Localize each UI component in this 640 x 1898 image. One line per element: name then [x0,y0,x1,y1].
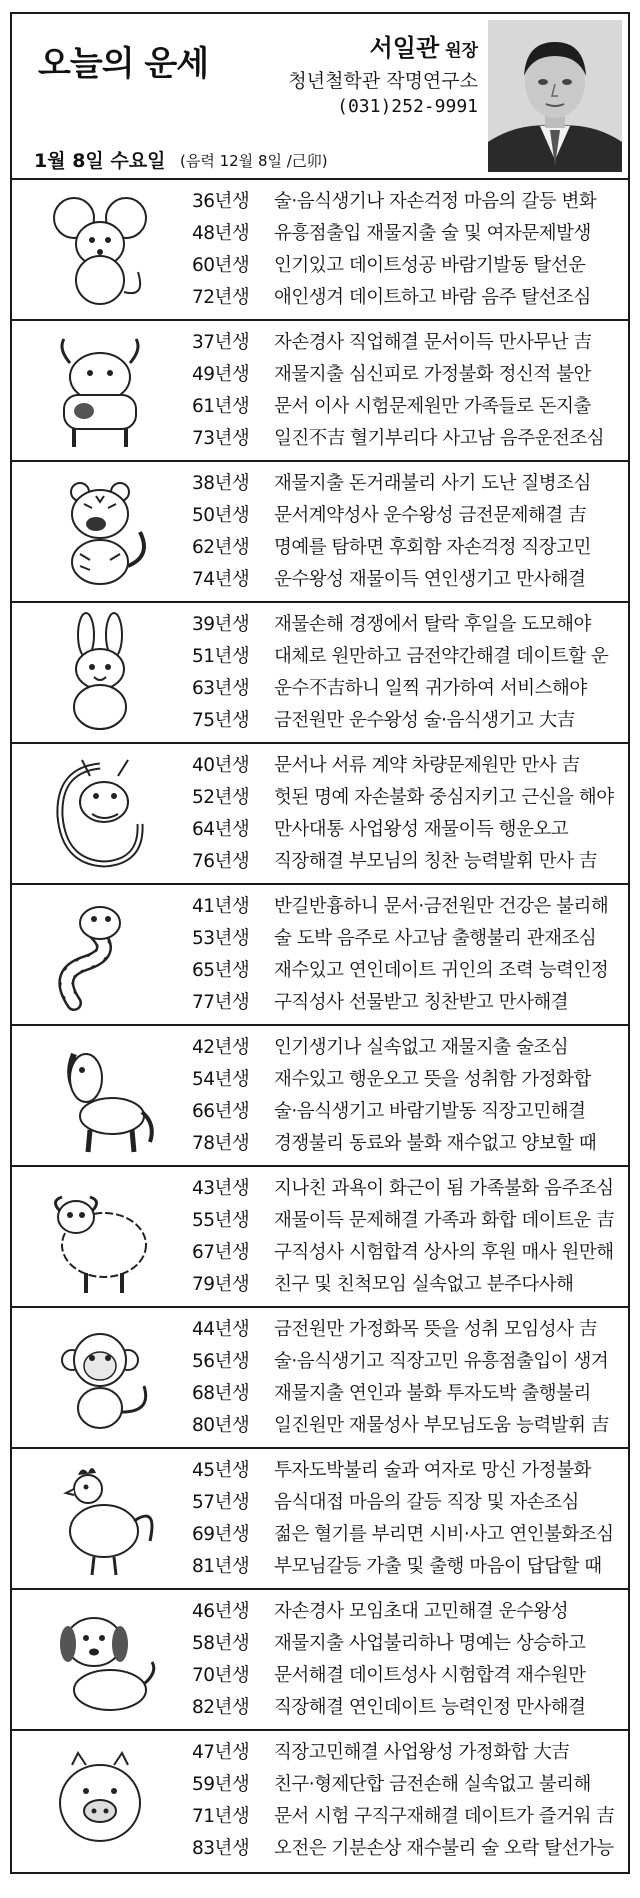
fortune-entry [192,673,622,705]
fortune-entry [192,423,622,455]
fortune-entry [192,359,622,391]
fortune-entries [192,1032,622,1160]
birth-year: 68년생 [192,1383,250,1404]
fortune-text: 문서 시험 구직구재해결 데이트가 즐거워 吉 [274,1806,615,1827]
zodiac-row [12,1449,628,1590]
fortune-text: 술·음식생기고 직장고민 유흥점출입이 생겨 [274,1351,609,1372]
fortune-entry [192,1128,622,1160]
fortune-text: 일진원만 재물성사 부모님도움 능력발휘 吉 [274,1415,609,1436]
fortune-text: 재물지출 사업불리하나 명예는 상승하고 [274,1633,586,1654]
monkey-icon [34,1316,166,1438]
fortune-text: 재수있고 연인데이트 귀인의 조력 능력인정 [274,960,609,981]
fortune-entry [192,250,622,282]
fortune-entry [192,1237,622,1269]
birth-year: 72년생 [192,287,250,308]
fortune-entry [192,1032,622,1064]
fortune-text: 직장해결 연인데이트 능력인정 만사해결 [274,1697,586,1718]
fortune-entry [192,532,622,564]
birth-year: 39년생 [192,614,250,635]
phone-number: (031)252-9991 [337,96,478,117]
fortune-text: 만사대통 사업왕성 재물이득 행운오고 [274,819,569,840]
fortune-text: 인기있고 데이트성공 바람기발동 탈선운 [274,255,586,276]
institute-name: 청년철학관 작명연구소 [288,70,478,92]
tiger-icon [34,470,166,592]
birth-year: 53년생 [192,928,250,949]
birth-year: 82년생 [192,1697,250,1718]
lunar-date: (음력 12월 8일 /己卯) [180,152,328,170]
fortune-column [10,12,630,1874]
birth-year: 59년생 [192,1774,250,1795]
fortune-text: 재수있고 행운오고 뜻을 성취함 가정화합 [274,1069,591,1090]
fortune-entry [192,1410,622,1442]
fortune-text: 친구 및 친척모임 실속없고 분주다사해 [274,1274,574,1295]
birth-year: 74년생 [192,569,250,590]
zodiac-row [12,744,628,885]
birth-year: 52년생 [192,787,250,808]
fortune-entries [192,609,622,737]
fortune-entry [192,609,622,641]
birth-year: 58년생 [192,1633,250,1654]
sheep-icon [34,1175,166,1297]
zodiac-list [12,180,628,1872]
fortune-entry [192,1801,622,1833]
date: 1월 8일 수요일 [34,150,166,172]
birth-year: 48년생 [192,223,250,244]
fortune-entry [192,1487,622,1519]
birth-year: 61년생 [192,396,250,417]
birth-year: 80년생 [192,1415,250,1436]
birth-year: 51년생 [192,646,250,667]
fortune-text: 재물지출 심신피로 가정불화 정신적 불안 [274,364,591,385]
birth-year: 64년생 [192,819,250,840]
fortune-text: 부모님갈등 가출 및 출행 마음이 답답할 때 [274,1556,602,1577]
fortune-text: 유흥점출입 재물지출 술 및 여자문제발생 [274,223,591,244]
fortune-text: 술 도박 음주로 사고남 출행불리 관재조심 [274,928,597,949]
fortune-text: 금전원만 운수왕성 술·음식생기고 大吉 [274,710,575,731]
birth-year: 81년생 [192,1556,250,1577]
zodiac-row [12,1026,628,1167]
fortune-text: 친구·형제단합 금전손해 실속없고 불리해 [274,1774,591,1795]
fortune-text: 오전은 기분손상 재수불리 술 오락 탈선가능 [274,1838,614,1859]
fortune-text: 자손경사 모임초대 고민해결 운수왕성 [274,1601,569,1622]
pig-icon [34,1739,166,1861]
birth-year: 65년생 [192,960,250,981]
fortune-entry [192,1346,622,1378]
birth-year: 41년생 [192,896,250,917]
fortune-text: 술·음식생기나 자손걱정 마음의 갈등 변화 [274,191,597,212]
fortune-text: 자손경사 직업해결 문서이득 만사무난 吉 [274,332,592,353]
fortune-text: 헛된 명예 자손불화 중심지키고 근신을 해야 [274,787,614,808]
zodiac-row [12,180,628,321]
fortune-entry [192,218,622,250]
fortune-entry [192,391,622,423]
birth-year: 43년생 [192,1178,250,1199]
fortune-entry [192,1833,622,1865]
fortune-entry [192,282,622,314]
fortune-text: 반길반흉하니 문서·금전원만 건강은 불리해 [274,896,609,917]
fortune-entry [192,500,622,532]
fortune-entry [192,1551,622,1583]
birth-year: 57년생 [192,1492,250,1513]
zodiac-row [12,1590,628,1731]
fortune-text: 직장고민해결 사업왕성 가정화합 大吉 [274,1742,570,1763]
fortune-entry [192,1660,622,1692]
birth-year: 47년생 [192,1742,250,1763]
birth-year: 62년생 [192,537,250,558]
birth-year: 77년생 [192,992,250,1013]
fortune-entry [192,186,622,218]
fortune-text: 문서계약성사 운수왕성 금전문제해결 吉 [274,505,587,526]
birth-year: 83년생 [192,1838,250,1859]
birth-year: 55년생 [192,1210,250,1231]
fortune-text: 운수왕성 재물이득 연인생기고 만사해결 [274,569,586,590]
dragon-icon [34,752,166,874]
fortune-entry [192,1628,622,1660]
fortune-text: 애인생겨 데이트하고 바람 음주 탈선조심 [274,287,591,308]
birth-year: 40년생 [192,755,250,776]
fortune-text: 구직성사 선물받고 칭찬받고 만사해결 [274,992,569,1013]
fortune-text: 지나친 과욕이 화근이 됨 가족불화 음주조심 [274,1178,614,1199]
fortune-entry [192,955,622,987]
horse-icon [34,1034,166,1156]
fortune-entry [192,1378,622,1410]
birth-year: 69년생 [192,1524,250,1545]
fortune-entries [192,468,622,596]
fortune-text: 문서나 서류 계약 차량문제원만 만사 吉 [274,755,580,776]
fortune-text: 경쟁불리 동료와 불화 재수없고 양보할 때 [274,1133,597,1154]
fortune-text: 구직성사 시험합격 상사의 후원 매사 원만해 [274,1242,614,1263]
fortune-entries [192,1596,622,1724]
birth-year: 63년생 [192,678,250,699]
birth-year: 73년생 [192,428,250,449]
fortune-entry [192,782,622,814]
zodiac-row [12,885,628,1026]
fortune-text: 명예를 탐하면 후회함 자손걱정 직장고민 [274,537,591,558]
fortune-text: 일진不吉 혈기부리다 사고남 음주운전조심 [274,428,605,449]
fortune-entry [192,564,622,596]
fortune-entries [192,186,622,314]
fortune-entry [192,1173,622,1205]
fortune-entries [192,1173,622,1301]
rooster-icon [34,1457,166,1579]
fortune-entry [192,1692,622,1724]
fortune-entry [192,846,622,878]
birth-year: 66년생 [192,1101,250,1122]
fortune-entries [192,1455,622,1583]
zodiac-row [12,1308,628,1449]
fortune-entry [192,1519,622,1551]
birth-year: 54년생 [192,1069,250,1090]
birth-year: 79년생 [192,1274,250,1295]
birth-year: 44년생 [192,1319,250,1340]
fortune-entry [192,1455,622,1487]
fortune-text: 직장해결 부모님의 칭찬 능력발휘 만사 吉 [274,851,597,872]
fortune-text: 젊은 혈기를 부리면 시비·사고 연인불화조심 [274,1524,614,1545]
fortune-entry [192,468,622,500]
birth-year: 50년생 [192,505,250,526]
birth-year: 56년생 [192,1351,250,1372]
fortune-entries [192,750,622,878]
fortune-entry [192,1205,622,1237]
birth-year: 76년생 [192,851,250,872]
fortune-text: 운수不吉하니 일찍 귀가하여 서비스해야 [274,678,587,699]
zodiac-row [12,462,628,603]
fortune-text: 투자도박불리 술과 여자로 망신 가정불화 [274,1460,591,1481]
fortune-entry [192,891,622,923]
fortune-entry [192,987,622,1019]
birth-year: 42년생 [192,1037,250,1058]
rat-icon [34,188,166,310]
fortune-entry [192,705,622,737]
zodiac-row [12,603,628,744]
birth-year: 38년생 [192,473,250,494]
rabbit-icon [34,611,166,733]
birth-year: 78년생 [192,1133,250,1154]
fortune-entries [192,1314,622,1442]
birth-year: 70년생 [192,1665,250,1686]
fortune-entry [192,814,622,846]
fortune-entry [192,1064,622,1096]
fortune-entries [192,327,622,455]
fortune-entry [192,1314,622,1346]
fortune-entry [192,1096,622,1128]
fortune-entry [192,1769,622,1801]
ox-icon [34,329,166,451]
fortune-entry [192,641,622,673]
zodiac-row [12,321,628,462]
birth-year: 71년생 [192,1806,250,1827]
zodiac-row [12,1731,628,1872]
fortune-text: 재물지출 돈거래불리 사기 도난 질병조심 [274,473,591,494]
fortune-entry [192,1596,622,1628]
author-photo [488,20,622,172]
birth-year: 60년생 [192,255,250,276]
fortune-entry [192,923,622,955]
author-name: 서일관 [369,34,440,62]
author [370,28,478,63]
fortune-entries [192,1737,622,1865]
fortune-text: 술·음식생기고 바람기발동 직장고민해결 [274,1101,586,1122]
fortune-text: 문서해결 데이트성사 시험합격 재수원만 [274,1665,586,1686]
birth-year: 49년생 [192,364,250,385]
snake-icon [34,893,166,1015]
fortune-text: 재물손해 경쟁에서 탈락 후일을 도모해야 [274,614,591,635]
fortune-text: 인기생기나 실속없고 재물지출 술조심 [274,1037,569,1058]
author-role: 원장 [445,41,478,61]
fortune-text: 대체로 원만하고 금전약간해결 데이트할 운 [274,646,609,667]
fortune-text: 문서 이사 시험문제원만 가족들로 돈지출 [274,396,591,417]
birth-year: 45년생 [192,1460,250,1481]
zodiac-row [12,1167,628,1308]
fortune-entry [192,327,622,359]
fortune-text: 재물지출 연인과 불화 투자도박 출행불리 [274,1383,591,1404]
fortune-entry [192,1737,622,1769]
column-title: 오늘의 운세 [38,44,209,84]
fortune-text: 금전원만 가정화목 뜻을 성취 모임성사 吉 [274,1319,597,1340]
birth-year: 37년생 [192,332,250,353]
dog-icon [34,1598,166,1720]
birth-year: 67년생 [192,1242,250,1263]
fortune-text: 재물이득 문제해결 가족과 화합 데이트운 吉 [274,1210,615,1231]
fortune-entry [192,1269,622,1301]
fortune-entry [192,750,622,782]
column-header [12,14,628,180]
birth-year: 46년생 [192,1601,250,1622]
fortune-text: 음식대접 마음의 갈등 직장 및 자손조심 [274,1492,579,1513]
birth-year: 36년생 [192,191,250,212]
birth-year: 75년생 [192,710,250,731]
fortune-entries [192,891,622,1019]
